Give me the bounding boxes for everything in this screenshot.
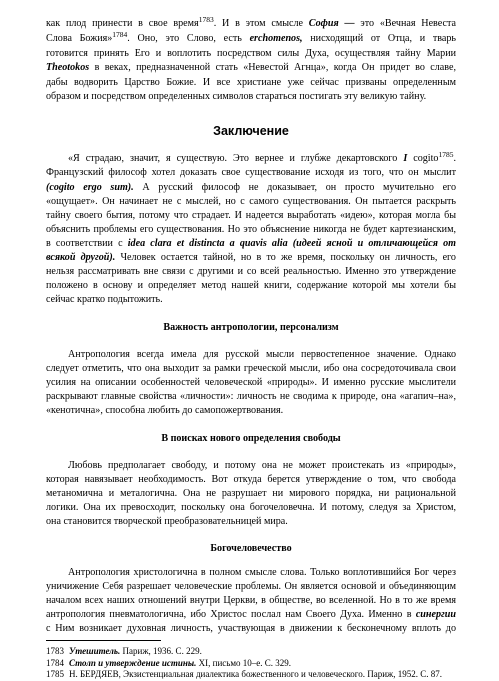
text-line: Антропология всегда имела для русской мысли первостепенное значение. Однако [68, 349, 456, 360]
footnote-1785: 1785 Н. БЕРДЯЕВ, Экзистенциальная диалектика божественного и человеческого. Париж, 1952. С. 87. [46, 669, 442, 679]
text-line: всякой другой). Человек остается тайной, но в то же время, поскольку он личность, его [46, 252, 456, 263]
text-line: «ощущает». Он начинает не с мыслей, но с самого существования. Он пытается раскрыть [46, 196, 456, 207]
text-line: которая навязывает необходимость. Вот откуда берется утверждение о том, что свобода [46, 474, 456, 485]
footnote-1784: 1784 Столп и утверждение истины. XI, письмо 10–е. С. 329. [46, 658, 292, 668]
text-line: с Ним возникает духовная личность, участвующая в движении к бесконечному вплоть до [46, 623, 456, 634]
text-line: нельзя рассматривать вне связи с другими и со всей реальностью. Именно это утверждение [46, 266, 456, 277]
text-line: положено в основу и определяет метод нашей книги, содержание которой мы хотели бы [46, 280, 456, 291]
text-line: сейчас кратко подытожить. [46, 294, 163, 305]
footnote-separator [46, 640, 161, 641]
text-line: логики. Она их превосходит, поскольку она богочеловечна. И потому, следуя за Христом, [46, 502, 456, 513]
footnote-ref[interactable]: 1785 [438, 150, 454, 159]
text-line: уничижение Себя разрешает человеческие проблемы. Он является основой и объединяющим [46, 581, 456, 592]
text-line: дабы водворить Царство Божие. И все христиане уже сейчас призваны определенным [46, 77, 456, 88]
text-line: метаномична и металогична. Она не разрушает ни мирового порядка, ни рациональной [46, 488, 456, 499]
text-line: Французский философ хотел доказать свое существование исходя из того, что он мыслит [46, 167, 456, 178]
section-heading-anthropology: Важность антропологии, персонализм [163, 322, 339, 333]
text-line: в соответствии с idea clara et distincta a quavis alia (идеей ясной и отличающейся от [46, 238, 457, 249]
section-heading-freedom: В поисках нового определения свободы [161, 433, 341, 444]
text-line: объяснить проблемы его существования. Но это объяснение никогда не будет картезианским, [46, 224, 456, 235]
text-line: началом всех наших отношений внутри Церкви, в обществе, во вселенной. Но в то же время [46, 595, 456, 606]
text-line: образом и посредством определенных символов стараться постигать эту великую тайну. [46, 91, 427, 102]
footnote-1783: 1783 Утешитель. Париж, 1936. С. 229. [46, 646, 202, 656]
text-line: как плод принести в свое время$^{1783}$. И в этом смысле София — это «Вечная Невеста [46, 15, 456, 29]
section-heading-godmanhood: Богочеловечество [210, 543, 292, 554]
text-line: (cogito ergo sum). А русский философ не доказывает, он просто мучительно его [46, 182, 456, 193]
text-line: следует отметить, что она выходит за рамки греческой мысли, ибо она сосредоточивала свои [46, 363, 456, 374]
text-line: Слова Божия»$^{1784}$. Оно, это Слово, есть erchomenos, нисходящий от Отца, и тварь [46, 30, 457, 44]
text-line: «Я страдаю, значит, я существую. Это вернее и глубже декартовского I cogito$^{1785}$. [68, 150, 456, 164]
text-line: раскрывают главные свойства «личности»: личность не сводима к природе, она «агапич–на», [46, 391, 456, 402]
text-line: «кенотична», способна любить до самопожертвования. [46, 405, 284, 416]
text-line: антропология пневматологична, ибо Христос послал нам Своего Духа. Именно в синергии [46, 609, 456, 620]
text-line: готовится принять Его и воплотить посредством силы Духа, осуществляя тайну Марии [46, 48, 456, 59]
text-line: Theotokos в веках, предназначенной стать «Невестой Агнца», когда Он придет во славе, [46, 62, 456, 73]
footnote-ref[interactable]: 1784 [112, 30, 128, 39]
text-line: она становится творческой преобразовательницей мира. [46, 516, 288, 527]
text-line: Антропология христологична в полном смысле слова. Только воплотившийся Бог через [68, 567, 456, 578]
text-line: тайну своего бытия, потому что страдает. И надеется выработать «идею», которая могла бы [46, 210, 456, 221]
text-line: Любовь предполагает свободу, и потому она не может проистекать из «природы», [68, 460, 456, 471]
text-line: усилия на описании особенностей человеческой «природы». И именно русские мыслители [46, 377, 456, 388]
section-heading-conclusion: Заключение [213, 124, 289, 138]
footnote-ref[interactable]: 1783 [198, 15, 214, 24]
